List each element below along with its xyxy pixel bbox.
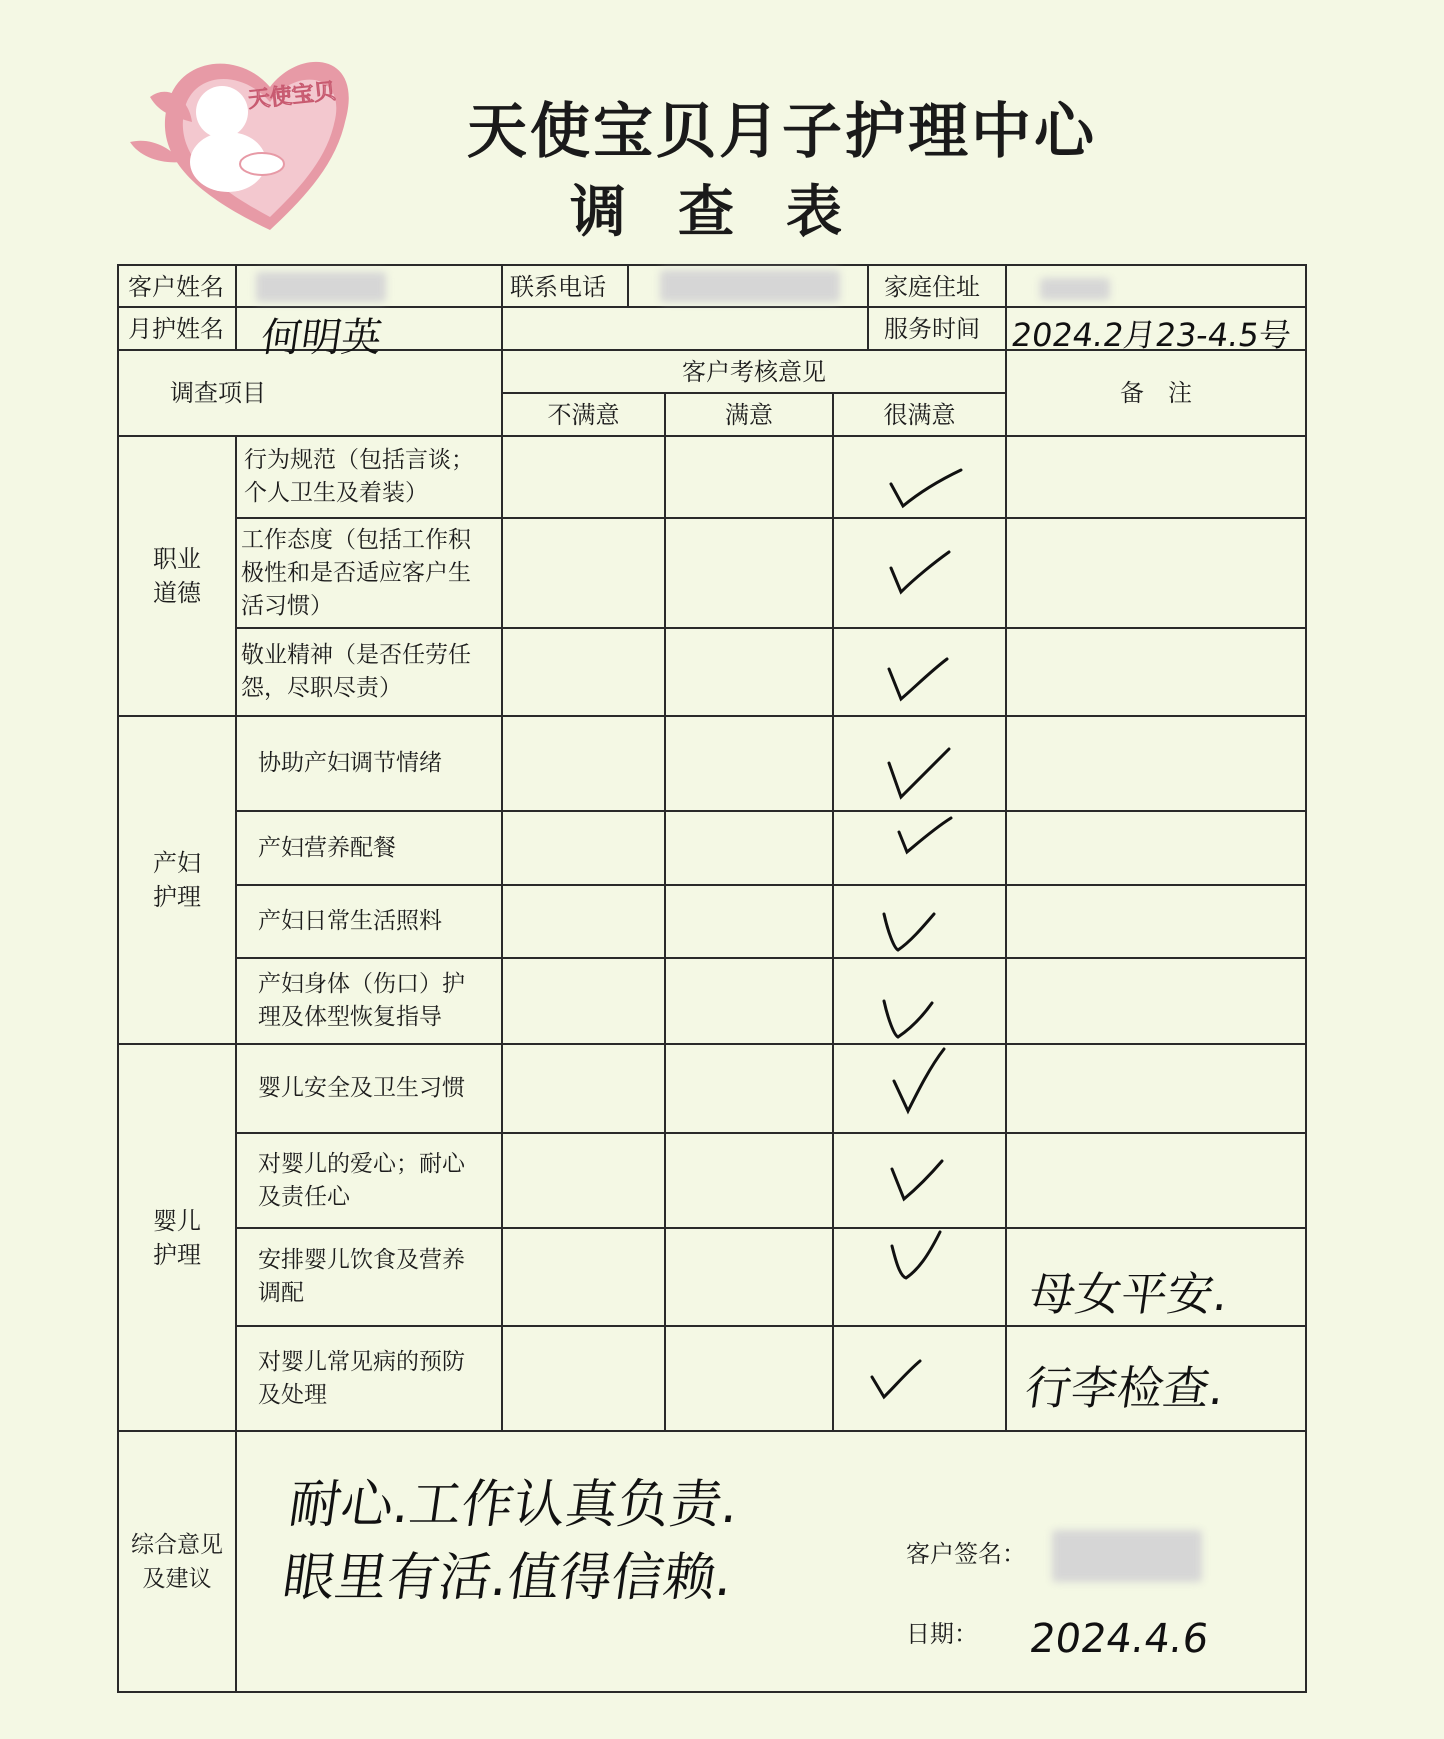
col-unsatisfied: 不满意 xyxy=(547,400,620,429)
opinion-header: 客户考核意见 xyxy=(682,357,826,386)
group-label: 职业 道德 xyxy=(153,545,201,607)
remark-text: 母女平安. xyxy=(1025,1267,1232,1321)
address-label: 家庭住址 xyxy=(884,272,980,301)
phone-label: 联系电话 xyxy=(510,272,606,301)
page-subtitle: 调查表 xyxy=(570,180,894,245)
phone-redacted xyxy=(660,270,840,302)
remark-text: 行李检查. xyxy=(1021,1361,1228,1415)
date-label: 日期： xyxy=(906,1620,978,1648)
survey-item-label: 产妇营养配餐 xyxy=(258,834,396,861)
check-mark-icon xyxy=(895,812,955,856)
signature-label: 客户签名： xyxy=(906,1540,1026,1568)
group-label: 产妇 护理 xyxy=(153,849,201,911)
survey-item-label: 产妇日常生活照料 xyxy=(258,908,442,934)
customer-name-redacted xyxy=(256,272,386,302)
survey-item-label: 安排婴儿饮食及营养 调配 xyxy=(258,1247,465,1306)
survey-item-label: 协助产妇调节情绪 xyxy=(258,750,442,776)
check-mark-icon xyxy=(885,548,955,598)
date-value: 2024.4.6 xyxy=(1026,1616,1212,1662)
nurse-name-label: 月护姓名 xyxy=(128,315,224,343)
summary-line-2: 眼里有活.值得信赖. xyxy=(279,1548,737,1608)
remarks-header: 备 注 xyxy=(1120,379,1192,407)
service-time-value: 2024.2月23-4.5号 xyxy=(1009,316,1294,354)
survey-item-header: 调查项目 xyxy=(170,379,266,407)
survey-item-label: 产妇身体（伤口）护 理及体型恢复指导 xyxy=(258,971,465,1030)
survey-item-label: 工作态度（包括工作积 极性和是否适应客户生 活习惯） xyxy=(241,526,471,619)
check-mark-icon xyxy=(885,745,955,803)
check-mark-icon xyxy=(880,995,940,1041)
check-mark-icon xyxy=(885,655,955,705)
check-mark-icon xyxy=(868,1355,924,1401)
signature-redacted xyxy=(1052,1530,1202,1582)
check-mark-icon xyxy=(890,1045,950,1115)
survey-item-label: 对婴儿的爱心；耐心 及责任心 xyxy=(258,1150,465,1210)
service-time-label: 服务时间 xyxy=(884,315,980,343)
check-mark-icon xyxy=(888,1155,948,1205)
survey-item-label: 行为规范（包括言谈； 个人卫生及着装） xyxy=(244,447,474,506)
customer-name-label: 客户姓名 xyxy=(128,272,224,301)
group-label: 婴儿 护理 xyxy=(153,1206,201,1269)
address-redacted xyxy=(1040,278,1110,300)
check-mark-icon xyxy=(888,1228,948,1284)
summary-line-1: 耐心.工作认真负责. xyxy=(285,1475,743,1535)
summary-label: 综合意见 及建议 xyxy=(131,1531,223,1592)
nurse-name-value: 何明英 xyxy=(258,315,385,361)
page-title: 天使宝贝月子护理中心 xyxy=(467,97,1097,167)
survey-item-label: 婴儿安全及卫生习惯 xyxy=(258,1075,465,1101)
logo-text: 天使宝贝 xyxy=(246,79,338,114)
col-satisfied: 满意 xyxy=(725,400,773,429)
survey-item-label: 敬业精神（是否任劳任 怨，尽职尽责） xyxy=(241,642,471,701)
survey-item-label: 对婴儿常见病的预防 及处理 xyxy=(258,1348,465,1408)
check-mark-icon xyxy=(880,908,940,954)
check-mark-icon xyxy=(885,462,965,512)
col-very-satisfied: 很满意 xyxy=(883,400,956,429)
